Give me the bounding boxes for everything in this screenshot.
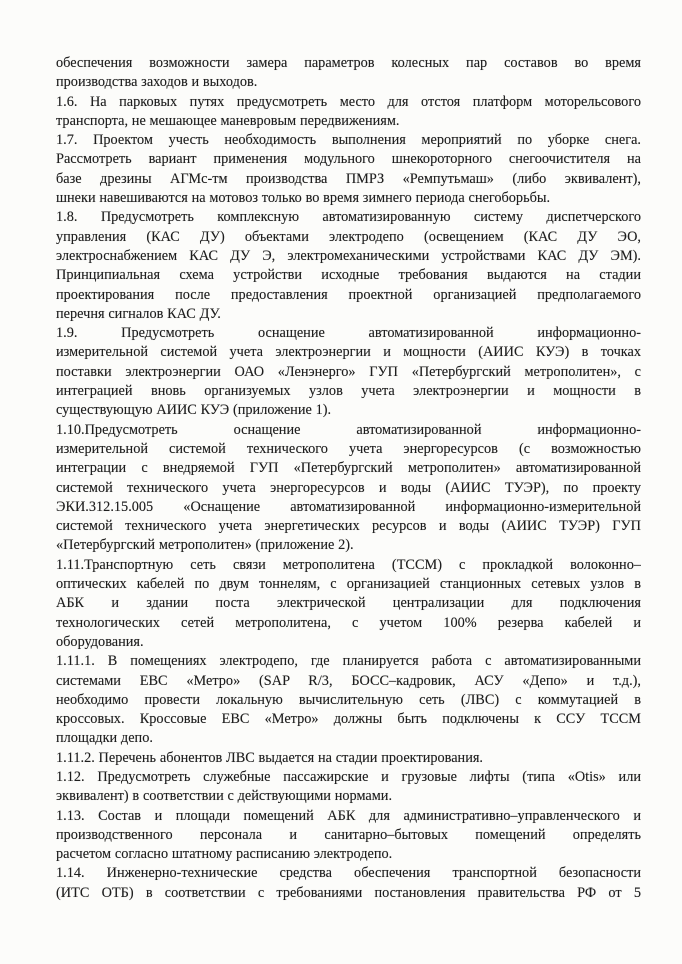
text-line: интеграции с внедряемой ГУП «Петербургский метрополитен» автоматизированной [56, 460, 641, 477]
text-line: 1.8. Предусмотреть комплексную автоматизированную систему диспетчерского [56, 209, 641, 226]
text-line: поставки электроэнергии ОАО «Ленэнерго» ГУП «Петербургский метрополитен», с [56, 363, 641, 380]
text-line: «Петербургский метрополитен» (приложение 2). [56, 537, 354, 554]
text-line: 1.11.Транспортную сеть связи метрополитена (ТССМ) с прокладкой волоконно– [56, 556, 641, 573]
text-line: 1.13. Состав и площади помещений АБК для административно–управленческого и [56, 807, 641, 824]
text-line: системой технического учета энергоресурсов и воды (АИИС ТУЭР), по проекту [56, 479, 641, 496]
text-line: производства заходов и выходов. [56, 74, 258, 91]
text-line: 1.11.2. Перечень абонентов ЛВС выдается на стадии проектирования. [56, 749, 483, 766]
text-line: 1.9. Предусмотреть оснащение автоматизированной информационно- [56, 325, 641, 342]
text-line: площадки депо. [56, 730, 153, 747]
text-line: измерительной системой учета электроэнергии и мощности (АИИС КУЭ) в точках [56, 344, 641, 361]
text-line: измерительной системой технического учета энергоресурсов (с возможностью [56, 440, 641, 457]
text-line: необходимо провести локальную вычислительную сеть (ЛВС) с коммутацией в [56, 691, 641, 708]
text-line: интеграцией вновь организуемых узлов учета электроэнергии и мощности в [56, 383, 641, 400]
text-line: обеспечения возможности замера параметров колесных пар составов во время [56, 55, 641, 71]
document-text-block [56, 54, 641, 903]
text-line: существующую АИИС КУЭ (приложение 1). [56, 402, 332, 419]
text-line: расчетом согласно штатному расписанию электродепо. [56, 846, 393, 863]
text-line: (ИТС ОТБ) в соответствии с требованиями постановления правительства РФ от 5 [56, 884, 641, 901]
text-line: 1.10.Предусмотреть оснащение автоматизированной информационно- [56, 421, 641, 438]
text-line: 1.12. Предусмотреть служебные пассажирские и грузовые лифты (типа «Otis» или [56, 768, 641, 785]
text-line: управления (КАС ДУ) объектами электродепо (освещением (КАС ДУ ЭО, [56, 228, 641, 245]
text-line: электроснабжением КАС ДУ Э, электромеханическими устройствами КАС ДУ ЭМ). [56, 247, 641, 264]
text-line: 1.14. Инженерно-технические средства обеспечения транспортной безопасности [56, 865, 641, 882]
text-line: перечня сигналов КАС ДУ. [56, 305, 221, 322]
text-line: проектирования после предоставления проектной организацией предполагаемого [56, 286, 641, 303]
text-line: технологических сетей метрополитена, с учетом 100% резерва кабелей и [56, 614, 641, 631]
text-line: Принципиальная схема устройстви исходные требования выдаются на стадии [56, 267, 641, 284]
text-line: 1.6. На парковых путях предусмотреть место для отстоя платформ моторельсового [56, 93, 641, 110]
text-line: транспорта, не мешающее маневровым передвижениям. [56, 112, 400, 129]
text-line: 1.11.1. В помещениях электродепо, где планируется работа с автоматизированными [56, 653, 641, 670]
text-line: АБК и здании поста электрической централизации для подключения [56, 595, 641, 612]
text-line: ЭКИ.312.15.005 «Оснащение автоматизированной информационно-измерительной [56, 498, 641, 515]
text-line: оптических кабелей по двум тоннелям, с организацией станционных сетевых узлов в [56, 576, 641, 593]
text-line: Рассмотреть вариант применения модульного шнекороторного снегоочистителя на [56, 151, 641, 168]
text-line: базе дрезины АГМс-тм производства ПМРЗ «Ремпутьмаш» (либо эквивалент), [56, 170, 641, 187]
text-line: системой технического учета энергетических ресурсов и воды (АИИС ТУЭР) ГУП [56, 518, 641, 535]
text-line: кроссовых. Кроссовые ЕВС «Метро» должны быть подключены к ССУ ТССМ [56, 711, 641, 728]
text-line: производственного персонала и санитарно–бытовых помещений определять [56, 826, 641, 843]
text-line: системами ЕВС «Метро» (SAP R/3, БОСС–кадровик, АСУ «Депо» и т.д.), [56, 672, 641, 689]
text-line: оборудования. [56, 633, 144, 650]
text-line: эквивалент) в соответствии с действующими нормами. [56, 788, 393, 805]
text-line: 1.7. Проектом учесть необходимость выполнения мероприятий по уборке снега. [56, 132, 641, 149]
text-line: шнеки навешиваются на мотовоз только во время зимнего периода снегоборьбы. [56, 190, 551, 207]
